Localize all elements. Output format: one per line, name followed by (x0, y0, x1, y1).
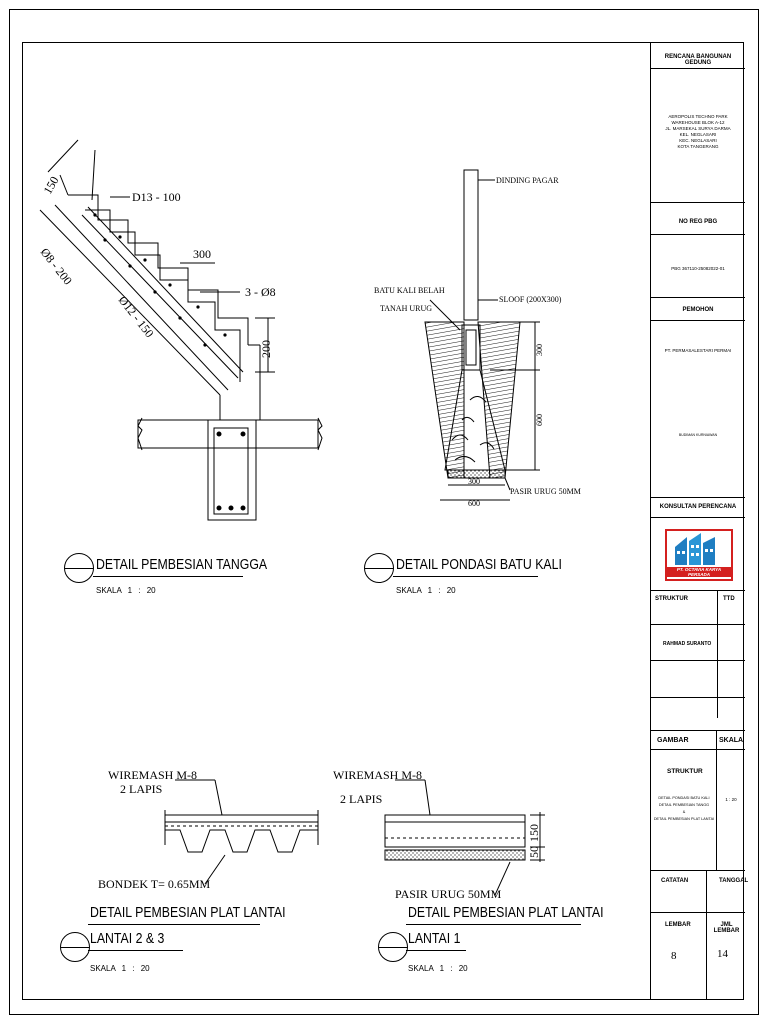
tb-catatan-label: CATATAN (661, 878, 689, 884)
tb-jml-lembar-value: 14 (717, 948, 728, 960)
plat1-title-line2: LANTAI 1 (408, 930, 461, 947)
tb-gambar-items: DETAIL PONDASI BATU KALI DETAIL PEMBESIAN TANGG & DETAIL PEMBESIAN PLAT LANTAI (653, 796, 715, 821)
plat23-labels (98, 768, 211, 891)
foundation-title: DETAIL PONDASI BATU KALI (396, 556, 562, 573)
tb-jml-lembar-label: JML LEMBAR (713, 922, 740, 934)
logo-text: PT. OCTAVIA KARYA PERSADA (667, 567, 731, 577)
tb-struktur-label: STRUKTUR (655, 596, 688, 602)
tb-project: RENCANA BANGUNAN GEDUNG (664, 54, 732, 66)
foundation-labels (374, 176, 581, 508)
foundation-label-600v: 600 (535, 414, 544, 426)
plat23-drawing (165, 780, 318, 884)
tb-gambar-label: GAMBAR (657, 737, 689, 744)
plat23-label-wiremesh2: 2 LAPIS (120, 782, 163, 796)
stair-scale: SKALA 1 : 20 (96, 586, 156, 595)
tb-ttd-label: TTD (723, 596, 735, 602)
tb-lembar-label: LEMBAR (665, 922, 691, 928)
tb-struktur-name: RAHMAD SURANTO (663, 641, 712, 647)
plat1-labels (333, 768, 541, 901)
plat1-title-underline (406, 924, 581, 925)
stair-title: DETAIL PEMBESIAN TANGGA (96, 556, 268, 573)
tb-tanggal-label: TANGGAL (719, 878, 749, 884)
foundation-title-underline (393, 576, 538, 577)
stair-label-o8: Ø8 - 200 (37, 245, 75, 288)
stair-label-150: 150 (40, 173, 62, 197)
tb-address: AEROPOLIS TECHNO PARK WAREHOUSE BLOK A-12 JL. MARSEKAL SURYA DARMA KEL. NEGLASARI KEC. NEGLASARI KOTA TANGERANG (665, 114, 731, 149)
stair-drawing (37, 140, 322, 520)
foundation-drawing (425, 170, 540, 500)
plat23-title-line2: LANTAI 2 & 3 (90, 930, 165, 947)
foundation-label-tanah: TANAH URUG (380, 304, 433, 313)
tb-noreg-value: PBG 367110-25082022-01 (671, 266, 725, 271)
foundation-label-300h: 300 (468, 477, 480, 486)
foundation-label-300v: 300 (535, 344, 544, 356)
foundation-label-pasir: PASIR URUG 50MM (510, 487, 581, 496)
stair-label-o12: Ø12 - 150 (115, 293, 157, 341)
stair-title-underline (93, 576, 243, 577)
foundation-scale: SKALA 1 : 20 (396, 586, 456, 595)
plat1-title-line1: DETAIL PEMBESIAN PLAT LANTAI (408, 904, 604, 921)
stair-label-3o8: 3 - Ø8 (245, 285, 276, 299)
plat1-label-wiremesh1: WIREMASH M-8 (333, 768, 422, 782)
plat1-drawing (385, 780, 545, 895)
foundation-title-circle (364, 553, 394, 583)
plat1-label-wiremesh2: 2 LAPIS (340, 792, 383, 806)
plat23-title-line1: DETAIL PEMBESIAN PLAT LANTAI (90, 904, 286, 921)
tb-pemohon-label: PEMOHON (682, 307, 714, 313)
title-block (650, 42, 749, 1000)
stair-label-d13: D13 - 100 (132, 190, 181, 204)
foundation-label-sloof: SLOOF (200X300) (499, 295, 562, 304)
plat23-title-underline (88, 924, 260, 925)
plat1-label-pasir: PASIR URUG 50MM (395, 887, 502, 901)
tb-noreg-label: NO REG PBG (678, 219, 718, 225)
plat1-label-50: 50 (527, 846, 541, 858)
stair-title-circle (64, 553, 94, 583)
tb-skala-label: SKALA (719, 737, 744, 744)
foundation-label-batu: BATU KALI BELAH (374, 286, 445, 295)
plat1-title-circle (378, 932, 408, 962)
tb-pemohon-person: BUDIMAN KURNIAWAN (678, 433, 718, 437)
tb-gambar-value: STRUKTUR (667, 768, 703, 775)
tb-konsultan-label: KONSULTAN PERENCANA (659, 504, 737, 510)
plat23-label-wiremesh1: WIREMASH M-8 (108, 768, 197, 782)
plat23-scale: SKALA 1 : 20 (90, 964, 150, 973)
plat23-label-bondek: BONDEK T= 0.65MM (98, 877, 211, 891)
consultant-logo (665, 529, 733, 581)
tb-skala-value: 1 : 20 (725, 797, 737, 802)
plat1-title-underline2 (406, 950, 466, 951)
stair-label-200: 200 (259, 340, 273, 358)
building-logo-icon (667, 531, 731, 567)
plat23-title-circle (60, 932, 90, 962)
plat1-scale: SKALA 1 : 20 (408, 964, 468, 973)
tb-pemohon-value: PT. PERMASALESTARI PERMAI (664, 348, 732, 353)
tb-lembar-value: 8 (671, 950, 677, 962)
plat23-title-underline2 (88, 950, 183, 951)
foundation-label-dinding: DINDING PAGAR (496, 176, 559, 185)
stair-label-300: 300 (193, 247, 211, 261)
foundation-label-600h: 600 (468, 499, 480, 508)
plat1-label-150: 150 (527, 824, 541, 842)
